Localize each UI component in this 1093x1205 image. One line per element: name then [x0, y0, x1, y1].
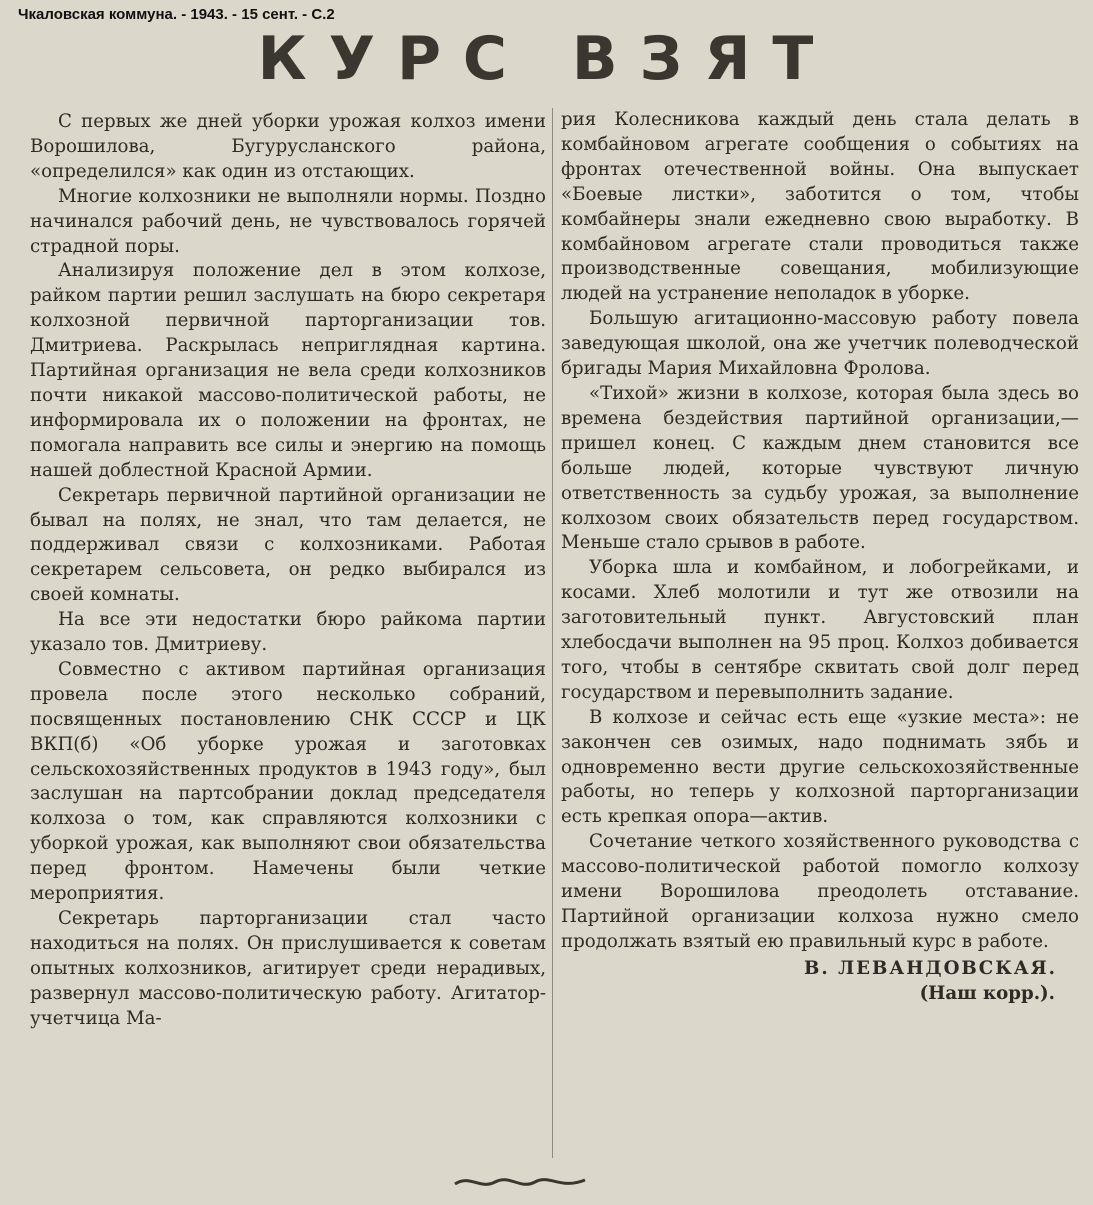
- article-column-left: [30, 110, 546, 1032]
- article-headline: КУРС ВЗЯТ: [257, 24, 836, 94]
- paragraph: Секретарь первичной партийной организации не бывал на полях, не знал, что там делается, не поддерживал связи с колхозниками. Работая секретарем сельсовета, он редко выбирался из своей комнаты.: [30, 484, 546, 606]
- author-signature: В. ЛЕВАНДОВСКАЯ.: [804, 957, 1057, 979]
- paragraph: Секретарь парторганизации стал часто находиться на полях. Он прислушивается к советам опытных колхозников, агитирует среди нерадивых, развернул массово-политическую работу. Агитатор-учетчица Ма-: [30, 908, 546, 1029]
- paragraph: «Тихой» жизни в колхозе, которая была здесь во времена бездействия партийной организации,—пришел конец. С каждым днем становится все больше людей, которые чувствуют личную ответственность за судьбу урожая, за выполнение колхозом своих обязательств перед государством. Меньше стало срывов в работе.: [561, 382, 1079, 554]
- end-ornament: [450, 1172, 590, 1192]
- paragraph: Уборка шла и комбайном, и лобогрейками, и косами. Хлеб молотили и тут же отвозили на заготовительный пункт. Августовский план хлебосдачи выполнен на 95 проц. Колхоз добивается того, чтобы в сентябре сквитать свой долг перед государством и перевыполнить задание.: [561, 557, 1079, 703]
- paragraph: Большую агитационно-массовую работу повела заведующая школой, она же учетчик полеводческой бригады Мария Михайловна Фролова.: [561, 308, 1079, 380]
- source-caption: Чкаловская коммуна. - 1943. - 15 сент. - С.2: [18, 6, 335, 23]
- paragraph: В колхозе и сейчас есть еще «узкие места»: не закончен сев озимых, надо поднимать зябь и одновременно вести другие сельскохозяйственные работы, но теперь у колхозной парторганизации есть крепкая опора—актив.: [561, 706, 1079, 828]
- paragraph: рия Колесникова каждый день стала делать в комбайновом агрегате сообщения о событиях на фронтах отечественной войны. Она выпускает «Боевые листки», заботится о том, чтобы комбайнеры знали ежедневно свою выработку. В комбайновом агрегате стали проводиться также производственные совещания, мобилизующие людей на устранение неполадок в уборке.: [561, 109, 1079, 305]
- column-divider: [552, 108, 553, 1158]
- author-note: (Наш корр.).: [919, 982, 1055, 1004]
- article-column-right: [561, 108, 1079, 1007]
- paragraph: Совместно с активом партийная организация провела после этого несколько собраний, посвященных постановлению СНК СССР и ЦК ВКП(б) «Об уборке урожая и заготовках сельскохозяйственных продуктов в 1943 году», был заслушан на партсобрании доклад председателя колхоза о том, как справляются колхозники с уборкой урожая, как выполняют свои обязательства перед фронтом. Намечены были четкие мероприятия.: [30, 658, 546, 905]
- paragraph: Сочетание четкого хозяйственного руководства с массово-политической работой помогло колхозу имени Ворошилова преодолеть отставание. Партийной организации колхоза нужно смело продолжать взятый ею правильный курс в работе.: [561, 831, 1079, 952]
- paragraph: Анализируя положение дел в этом колхозе, райком партии решил заслушать на бюро секретаря колхозной первичной парторганизации тов. Дмитриева. Раскрылась неприглядная картина. Партийная организация не вела среди колхозников почти никакой массово-политической работы, не информировала их о положении на фронтах, не помогала направить все силы и энергию на помощь нашей доблестной Красной Армии.: [30, 260, 546, 481]
- paragraph: С первых же дней уборки урожая колхоз имени Ворошилова, Бугурусланского района, «определился» как один из отстающих.: [30, 111, 546, 182]
- paragraph: Многие колхозники не выполняли нормы. Поздно начинался рабочий день, не чувствовалось горячей страдной поры.: [30, 185, 546, 257]
- paragraph: На все эти недостатки бюро райкома партии указало тов. Дмитриеву.: [30, 609, 546, 656]
